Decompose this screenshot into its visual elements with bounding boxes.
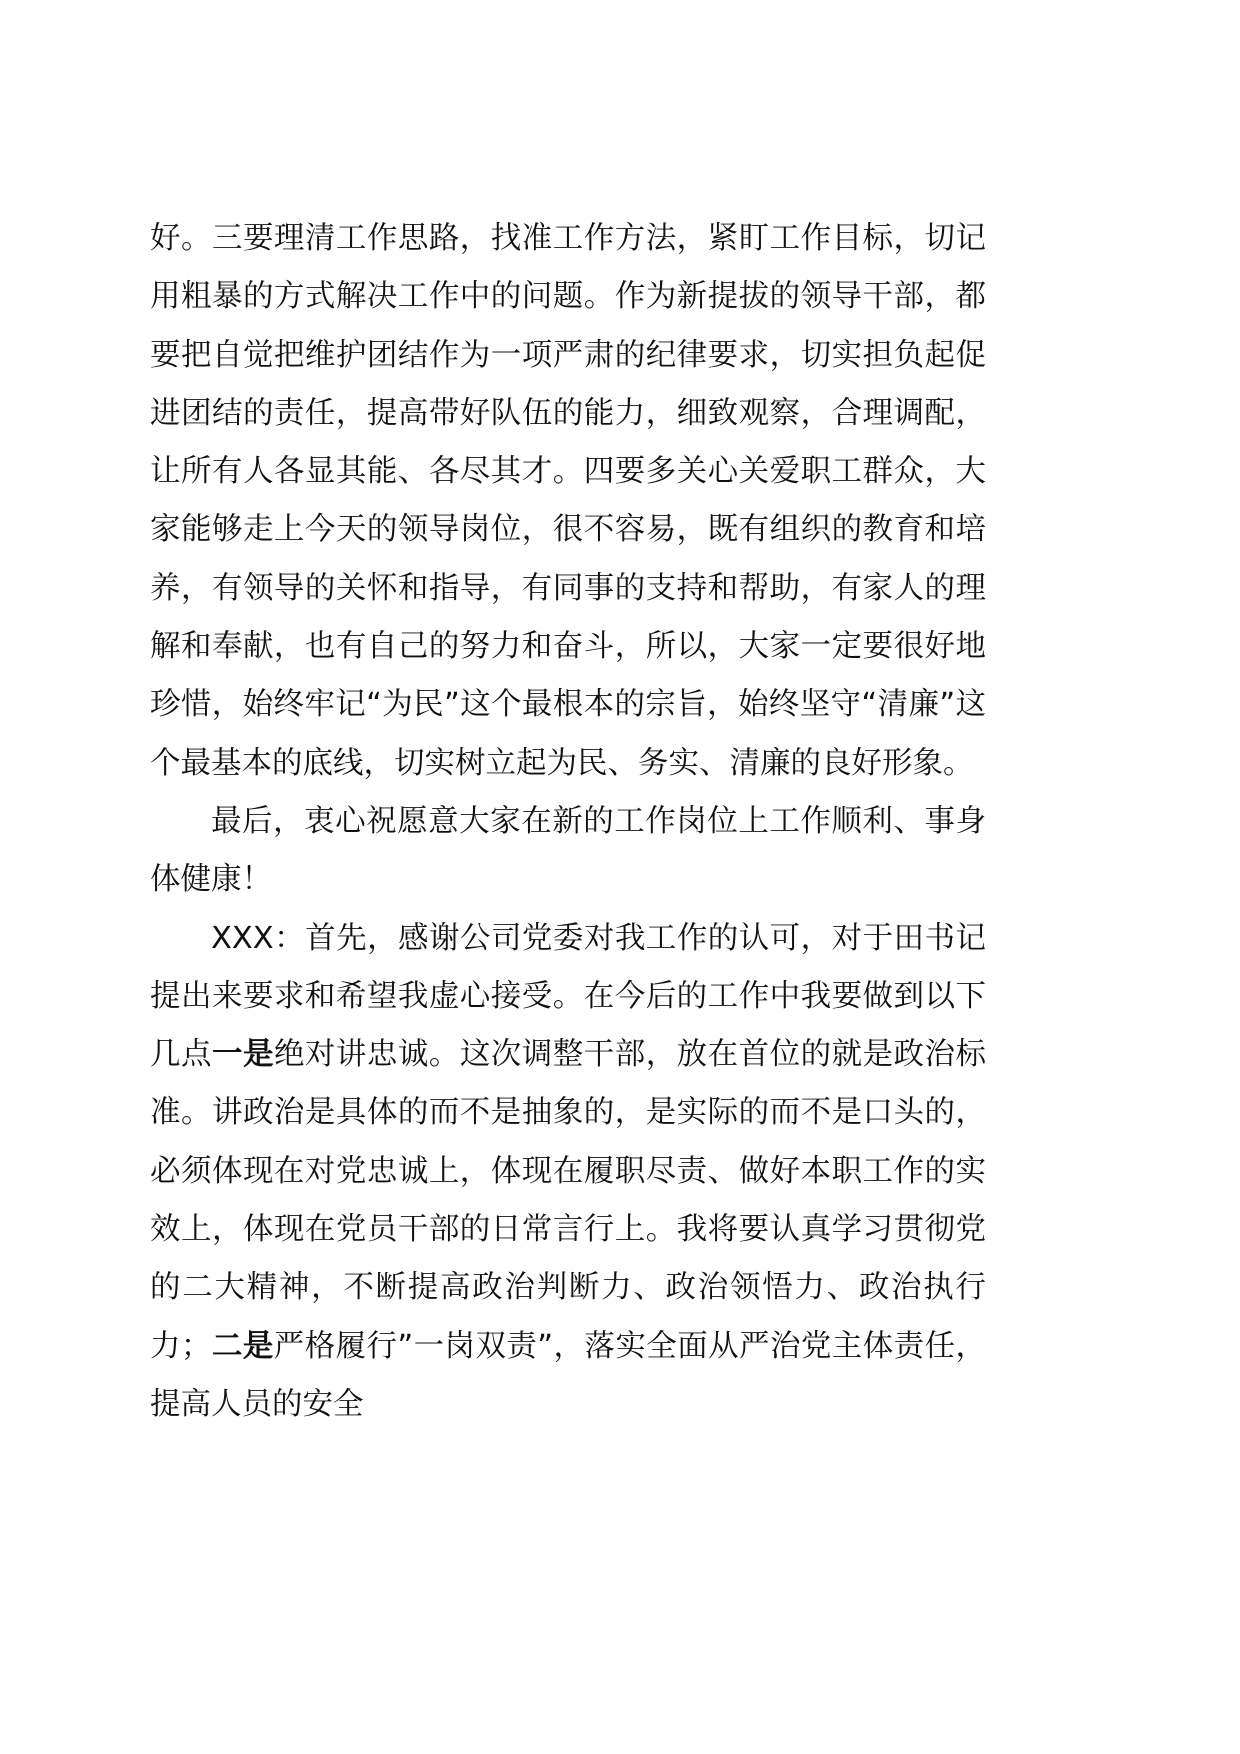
- paragraph-speaker-statement: [150, 910, 986, 1435]
- paragraph-text: 最后，衷心祝愿意大家在新的工作岗位上工作顺利、事身体健康！: [150, 803, 986, 898]
- paragraph-text: 好。三要理清工作思路，找准工作方法，紧盯工作目标，切记用粗暴的方式解决工作中的问题。作为新提拔的领导干部，都要把自觉把维护团结作为一项严肃的纪律要求，切实担负起促进团结的责任，提高带好队伍的能力，细致观察，合理调配，让所有人各显其能、各尽其才。四要多关心关爱职工群众，大家能够走上今天的领导岗位，很不容易，既有组织的教育和培养，有领导的关怀和指导，有同事的支持和帮助，有家人的理解和奉献，也有自己的努力和奋斗，所以，大家一定要很好地珍惜，始终牢记“为民”这个最根本的宗旨，始终坚守“清廉”这个最基本的底线，切实树立起为民、务实、清廉的良好形象。: [150, 221, 986, 781]
- paragraph-text: 绝对讲忠诚。这次调整干部，放在首位的就是政治标准。讲政治是具体的而不是抽象的，是实际的而不是口头的，必须体现在对党忠诚上，体现在履职尽责、做好本职工作的实效上，体现在党员干部的日常言行上。我将要认真学习贯彻党的二大精神，不断提高政治判断力、政治领悟力、政治执行力；: [150, 1037, 987, 1364]
- paragraph-text: XXX：首先，感谢公司党委对我工作的认可，对于田书记提出来要求和希望我虚心接受。在今后的工作中我要做到以下几点: [150, 920, 986, 1073]
- paragraph-text: 严格履行”一岗双责”，落实全面从严治党主体责任，提高人员的安全: [150, 1328, 986, 1422]
- paragraph-continuation: [150, 210, 986, 793]
- paragraph-closing-wishes: [150, 793, 986, 910]
- bold-point-marker: 二是: [211, 1328, 274, 1364]
- document-body: [150, 210, 986, 1434]
- bold-point-marker: 一是: [211, 1037, 274, 1073]
